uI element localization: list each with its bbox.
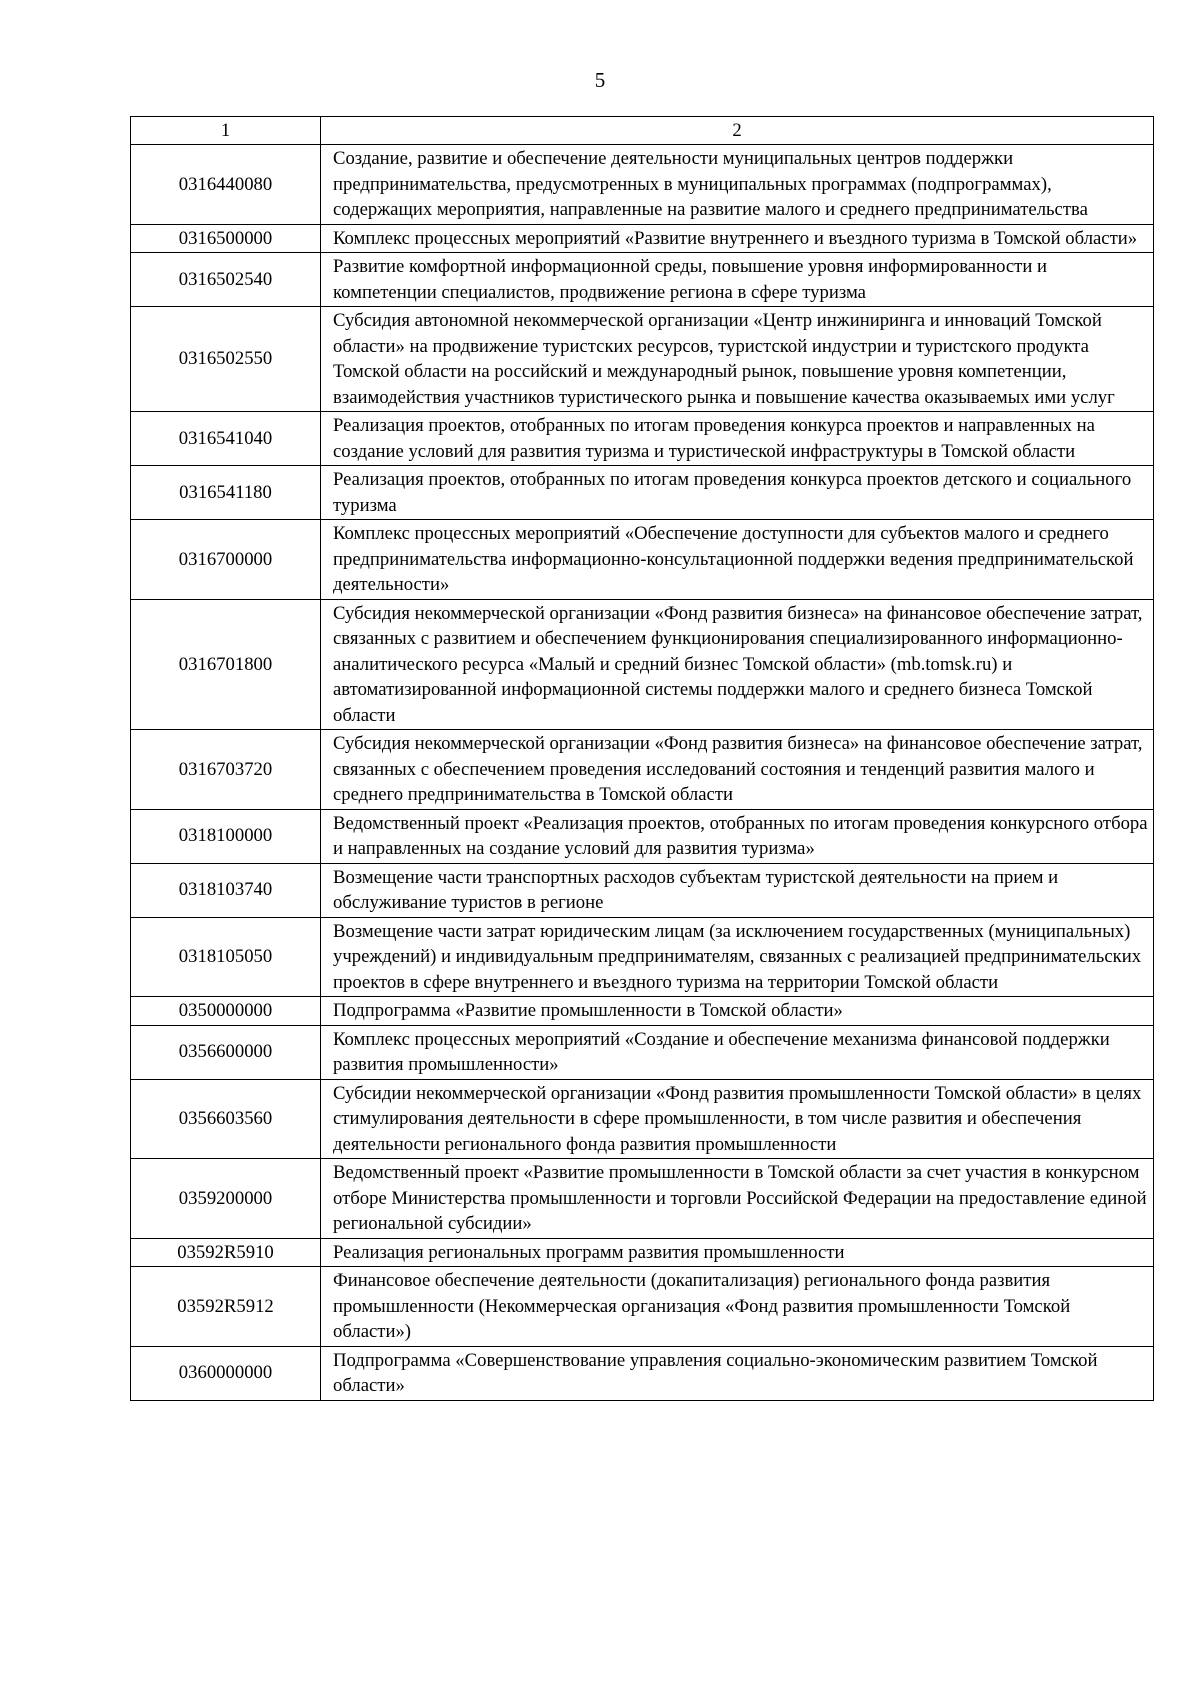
table-row [131,599,1154,730]
budget-code: 0316703720 [131,730,321,810]
column-header-code: 1 [131,117,321,145]
budget-code: 0316500000 [131,224,321,253]
code-description: Подпрограмма «Совершенствование управления социально-экономическим развитием Томской области» [321,1346,1154,1400]
code-description: Комплекс процессных мероприятий «Обеспечение доступности для субъектов малого и среднего предпринимательства информационно-консультационной поддержки ведения предпринимательской деятельности» [321,520,1154,600]
code-description: Развитие комфортной информационной среды, повышение уровня информированности и компетенции специалистов, продвижение региона в сфере туризма [321,253,1154,307]
budget-code: 0316700000 [131,520,321,600]
budget-code: 0316541180 [131,466,321,520]
table-row [131,520,1154,600]
code-description: Реализация проектов, отобранных по итогам проведения конкурса проектов детского и социального туризма [321,466,1154,520]
table-row [131,224,1154,253]
table-row [131,863,1154,917]
table-row [131,997,1154,1026]
code-description: Реализация проектов, отобранных по итогам проведения конкурса проектов и направленных на создание условий для развития туризма и туристической инфраструктуры в Томской области [321,412,1154,466]
budget-code: 0360000000 [131,1346,321,1400]
code-description: Ведомственный проект «Реализация проектов, отобранных по итогам проведения конкурсного отбора и направленных на создание условий для развития туризма» [321,809,1154,863]
table-row [131,809,1154,863]
budget-code: 0316541040 [131,412,321,466]
page-number: 5 [594,68,606,92]
table-row [131,253,1154,307]
classification-table [130,116,1154,1401]
table-row [131,466,1154,520]
table-row [131,1025,1154,1079]
table-row [131,917,1154,997]
table-row [131,1238,1154,1267]
table-row [131,145,1154,225]
code-description: Возмещение части транспортных расходов субъектам туристской деятельности на прием и обслуживание туристов в регионе [321,863,1154,917]
code-description: Возмещение части затрат юридическим лицам (за исключением государственных (муниципальных) учреждений) и индивидуальным предпринимателям, связанных с реализацией предпринимательских проектов в сфере внутреннего и въездного туризма на территории Томской области [321,917,1154,997]
budget-code: 0316701800 [131,599,321,730]
budget-code: 0318105050 [131,917,321,997]
table-row [131,1267,1154,1347]
budget-code: 0316502540 [131,253,321,307]
budget-code: 03592R5910 [131,1238,321,1267]
table-row [131,730,1154,810]
budget-code: 0356603560 [131,1079,321,1159]
code-description: Ведомственный проект «Развитие промышленности в Томской области за счет участия в конкурсном отборе Министерства промышленности и торговли Российской Федерации на предоставление единой региональной субсидии» [321,1159,1154,1239]
code-description: Реализация региональных программ развития промышленности [321,1238,1154,1267]
table-row [131,1346,1154,1400]
code-description: Финансовое обеспечение деятельности (докапитализация) регионального фонда развития промышленности (Некоммерческая организация «Фонд развития промышленности Томской области») [321,1267,1154,1347]
budget-code: 0359200000 [131,1159,321,1239]
code-description: Субсидия некоммерческой организации «Фонд развития бизнеса» на финансовое обеспечение затрат, связанных с развитием и обеспечением функционирования специализированного информационно-аналитического ресурса «Малый и средний бизнес Томской области» (mb.tomsk.ru) и автоматизированной информационной системы поддержки малого и среднего бизнеса Томской области [321,599,1154,730]
code-description: Подпрограмма «Развитие промышленности в Томской области» [321,997,1154,1026]
table-header-row [131,117,1154,145]
code-description: Комплекс процессных мероприятий «Создание и обеспечение механизма финансовой поддержки развития промышленности» [321,1025,1154,1079]
budget-code: 0316502550 [131,307,321,412]
table-row [131,1079,1154,1159]
table-body [131,145,1154,1401]
code-description: Создание, развитие и обеспечение деятельности муниципальных центров поддержки предпринимательства, предусмотренных в муниципальных программах (подпрограммах), содержащих мероприятия, направленные на развитие малого и среднего предпринимательства [321,145,1154,225]
table-row [131,1159,1154,1239]
budget-code: 0318100000 [131,809,321,863]
budget-code: 0318103740 [131,863,321,917]
budget-code: 0316440080 [131,145,321,225]
code-description: Субсидия некоммерческой организации «Фонд развития бизнеса» на финансовое обеспечение затрат, связанных с обеспечением проведения исследований состояния и тенденций развития малого и среднего предпринимательства в Томской области [321,730,1154,810]
budget-code: 0350000000 [131,997,321,1026]
budget-code: 0356600000 [131,1025,321,1079]
table-row [131,307,1154,412]
budget-code: 03592R5912 [131,1267,321,1347]
code-description: Субсидия автономной некоммерческой организации «Центр инжиниринга и инноваций Томской области» на продвижение туристских ресурсов, туристской индустрии и туристского продукта Томской области на российский и международный рынок, повышение уровня компетенции, взаимодействия участников туристического рынка и повышение качества оказываемых ими услуг [321,307,1154,412]
table-row [131,412,1154,466]
column-header-description: 2 [321,117,1154,145]
code-description: Субсидии некоммерческой организации «Фонд развития промышленности Томской области» в целях стимулирования деятельности в сфере промышленности, в том числе развития и обеспечения деятельности регионального фонда развития промышленности [321,1079,1154,1159]
code-description: Комплекс процессных мероприятий «Развитие внутреннего и въездного туризма в Томской области» [321,224,1154,253]
